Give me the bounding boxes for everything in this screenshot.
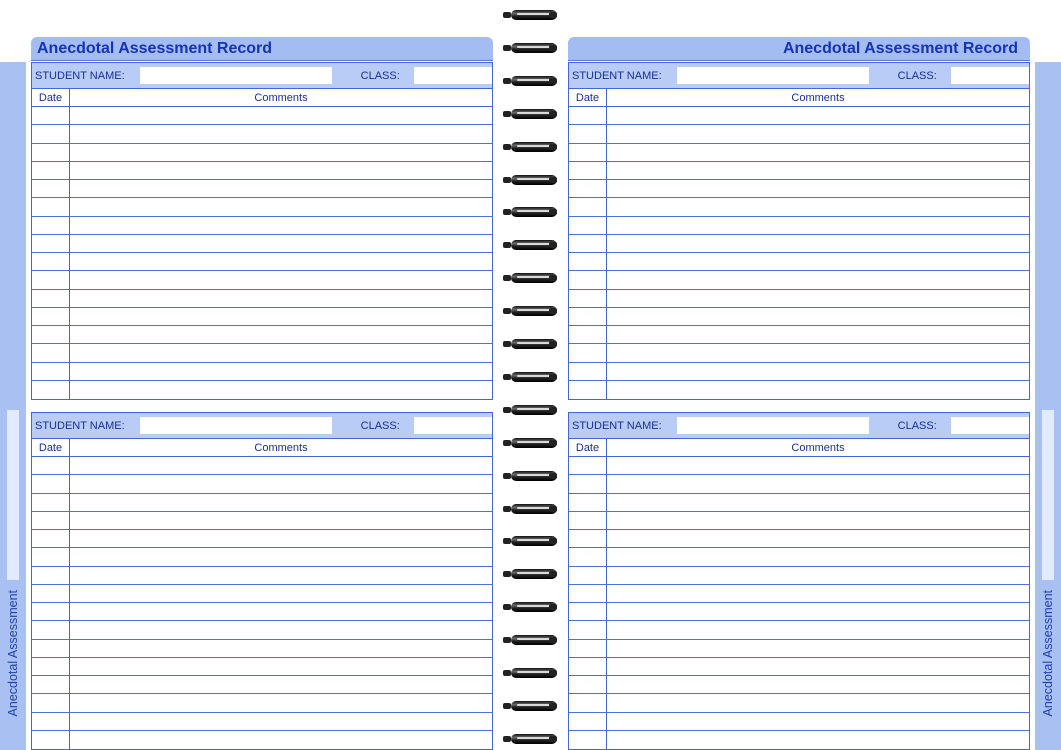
date-cell[interactable]	[569, 180, 607, 197]
comment-cell[interactable]	[607, 567, 1029, 584]
table-row	[569, 603, 1029, 621]
comment-cell[interactable]	[70, 235, 492, 252]
comment-cell[interactable]	[70, 180, 492, 197]
comment-cell[interactable]	[607, 271, 1029, 288]
table-row	[569, 585, 1029, 603]
date-cell[interactable]	[32, 162, 70, 179]
binding-ring	[503, 174, 557, 186]
date-column-header: Date	[569, 439, 607, 456]
date-cell[interactable]	[32, 344, 70, 361]
comment-cell[interactable]	[70, 144, 492, 161]
table-row	[569, 235, 1029, 253]
date-cell[interactable]	[32, 512, 70, 529]
table-row	[32, 107, 492, 125]
class-label: CLASS:	[897, 69, 937, 82]
table-row	[32, 344, 492, 362]
binding-ring	[503, 733, 557, 745]
column-header	[569, 439, 1029, 457]
date-cell[interactable]	[569, 475, 607, 492]
date-cell[interactable]	[32, 253, 70, 270]
side-label-right: Anecdotal Assessment	[1041, 589, 1055, 717]
table-row	[569, 107, 1029, 125]
comment-cell[interactable]	[70, 585, 492, 602]
date-cell[interactable]	[569, 162, 607, 179]
student-name-label: STUDENT NAME:	[572, 69, 662, 82]
table-row	[569, 290, 1029, 308]
table-row	[32, 713, 492, 731]
date-cell[interactable]	[32, 640, 70, 657]
table-row	[32, 144, 492, 162]
date-cell[interactable]	[569, 381, 607, 399]
class-field[interactable]	[414, 67, 492, 84]
date-column-header: Date	[32, 439, 70, 456]
comment-cell[interactable]	[70, 217, 492, 234]
class-field[interactable]	[951, 417, 1029, 434]
side-label-left: Anecdotal Assessment	[6, 589, 20, 717]
table-row	[32, 548, 492, 566]
comment-cell[interactable]	[607, 548, 1029, 565]
comment-cell[interactable]	[70, 567, 492, 584]
comment-cell[interactable]	[70, 713, 492, 730]
table-row	[569, 271, 1029, 289]
page-title-right: Anecdotal Assessment Record	[568, 37, 1030, 61]
table-row	[569, 530, 1029, 548]
comment-cell[interactable]	[70, 381, 492, 399]
date-cell[interactable]	[32, 381, 70, 399]
binding-ring	[503, 404, 557, 416]
student-name-label: STUDENT NAME:	[35, 69, 125, 82]
comment-cell[interactable]	[607, 475, 1029, 492]
table-row	[569, 676, 1029, 694]
comment-cell[interactable]	[70, 603, 492, 620]
record-rows	[32, 457, 492, 749]
comment-cell[interactable]	[70, 548, 492, 565]
section-header	[569, 413, 1029, 439]
class-label: CLASS:	[360, 419, 400, 432]
comment-cell[interactable]	[70, 198, 492, 215]
date-cell[interactable]	[32, 567, 70, 584]
student-name-label: STUDENT NAME:	[572, 419, 662, 432]
spiral-binding	[500, 0, 560, 750]
comment-cell[interactable]	[70, 731, 492, 749]
class-label: CLASS:	[897, 419, 937, 432]
date-cell[interactable]	[569, 530, 607, 547]
date-cell[interactable]	[32, 676, 70, 693]
comment-cell[interactable]	[607, 107, 1029, 124]
table-row	[569, 640, 1029, 658]
date-cell[interactable]	[569, 363, 607, 380]
binding-ring	[503, 305, 557, 317]
table-row	[569, 344, 1029, 362]
table-row	[32, 125, 492, 143]
date-cell[interactable]	[32, 198, 70, 215]
comment-cell[interactable]	[607, 731, 1029, 749]
date-cell[interactable]	[32, 621, 70, 638]
section-header	[32, 413, 492, 439]
binding-ring	[503, 470, 557, 482]
comment-cell[interactable]	[607, 676, 1029, 693]
binding-ring	[503, 239, 557, 251]
table-row	[32, 326, 492, 344]
date-cell[interactable]	[569, 125, 607, 142]
comment-cell[interactable]	[607, 180, 1029, 197]
table-row	[32, 235, 492, 253]
comment-cell[interactable]	[70, 658, 492, 675]
date-cell[interactable]	[569, 694, 607, 711]
comment-cell[interactable]	[607, 457, 1029, 474]
date-cell[interactable]	[32, 494, 70, 511]
class-label: CLASS:	[360, 69, 400, 82]
table-row	[569, 198, 1029, 216]
binding-ring	[503, 700, 557, 712]
comment-cell[interactable]	[70, 308, 492, 325]
table-row	[569, 494, 1029, 512]
comment-cell[interactable]	[607, 621, 1029, 638]
table-row	[32, 585, 492, 603]
comments-column-header: Comments	[254, 441, 308, 454]
date-cell[interactable]	[32, 107, 70, 124]
date-cell[interactable]	[569, 512, 607, 529]
comment-cell[interactable]	[70, 676, 492, 693]
comment-cell[interactable]	[607, 344, 1029, 361]
comments-column-header: Comments	[791, 441, 845, 454]
table-row	[32, 457, 492, 475]
binding-ring	[503, 568, 557, 580]
comment-cell[interactable]	[607, 658, 1029, 675]
date-cell[interactable]	[32, 713, 70, 730]
date-cell[interactable]	[32, 603, 70, 620]
date-cell[interactable]	[569, 713, 607, 730]
comment-cell[interactable]	[607, 198, 1029, 215]
left-side-tab	[0, 62, 26, 750]
record-section-top-left	[31, 62, 493, 400]
comment-cell[interactable]	[607, 363, 1029, 380]
record-rows	[569, 457, 1029, 749]
binding-ring	[503, 206, 557, 218]
binding-ring	[503, 634, 557, 646]
binding-ring	[503, 141, 557, 153]
comments-column-header: Comments	[791, 91, 845, 104]
comment-cell[interactable]	[607, 290, 1029, 307]
date-cell[interactable]	[32, 217, 70, 234]
date-cell[interactable]	[569, 308, 607, 325]
comment-cell[interactable]	[607, 603, 1029, 620]
comment-cell[interactable]	[70, 271, 492, 288]
date-cell[interactable]	[569, 253, 607, 270]
student-name-field[interactable]	[140, 67, 332, 84]
table-row	[32, 731, 492, 749]
date-cell[interactable]	[32, 548, 70, 565]
date-cell[interactable]	[32, 585, 70, 602]
table-row	[569, 144, 1029, 162]
table-row	[32, 381, 492, 399]
binding-ring	[503, 535, 557, 547]
date-cell[interactable]	[569, 585, 607, 602]
comment-cell[interactable]	[70, 326, 492, 343]
table-row	[569, 694, 1029, 712]
side-tab-highlight	[1042, 410, 1054, 580]
comment-cell[interactable]	[70, 363, 492, 380]
section-header	[569, 63, 1029, 89]
comments-column-header: Comments	[254, 91, 308, 104]
date-cell[interactable]	[569, 326, 607, 343]
record-section-top-right	[568, 62, 1030, 400]
table-row	[569, 475, 1029, 493]
table-row	[32, 308, 492, 326]
table-row	[569, 548, 1029, 566]
binding-ring	[503, 667, 557, 679]
side-tab-highlight	[7, 410, 19, 580]
date-cell[interactable]	[32, 363, 70, 380]
date-cell[interactable]	[569, 621, 607, 638]
side-label-wrap	[1037, 578, 1059, 728]
comment-cell[interactable]	[607, 144, 1029, 161]
table-row	[569, 326, 1029, 344]
comment-cell[interactable]	[70, 107, 492, 124]
binding-ring	[503, 272, 557, 284]
comment-cell[interactable]	[607, 253, 1029, 270]
table-row	[569, 125, 1029, 143]
date-cell[interactable]	[32, 235, 70, 252]
binding-ring	[503, 75, 557, 87]
comment-cell[interactable]	[70, 344, 492, 361]
binding-ring	[503, 503, 557, 515]
date-cell[interactable]	[569, 731, 607, 749]
table-row	[32, 494, 492, 512]
table-row	[32, 512, 492, 530]
comment-cell[interactable]	[607, 640, 1029, 657]
comment-cell[interactable]	[607, 162, 1029, 179]
table-row	[32, 290, 492, 308]
binding-ring	[503, 9, 557, 21]
table-row	[32, 676, 492, 694]
student-name-field[interactable]	[140, 417, 332, 434]
comment-cell[interactable]	[70, 457, 492, 474]
side-label-wrap	[2, 578, 24, 728]
date-cell[interactable]	[569, 290, 607, 307]
date-cell[interactable]	[569, 658, 607, 675]
table-row	[32, 530, 492, 548]
table-row	[569, 713, 1029, 731]
date-cell[interactable]	[569, 676, 607, 693]
table-row	[569, 217, 1029, 235]
date-cell[interactable]	[569, 640, 607, 657]
comment-cell[interactable]	[70, 494, 492, 511]
date-cell[interactable]	[569, 344, 607, 361]
table-row	[32, 640, 492, 658]
date-cell[interactable]	[32, 290, 70, 307]
date-cell[interactable]	[569, 548, 607, 565]
record-rows	[569, 107, 1029, 399]
binding-ring	[503, 108, 557, 120]
record-section-bottom-left	[31, 412, 493, 750]
binding-ring	[503, 371, 557, 383]
date-cell[interactable]	[32, 658, 70, 675]
comment-cell[interactable]	[607, 585, 1029, 602]
table-row	[569, 621, 1029, 639]
page-title-left: Anecdotal Assessment Record	[31, 37, 493, 61]
table-row	[32, 363, 492, 381]
table-row	[32, 658, 492, 676]
comment-cell[interactable]	[607, 235, 1029, 252]
date-cell[interactable]	[569, 235, 607, 252]
comment-cell[interactable]	[607, 713, 1029, 730]
date-cell[interactable]	[32, 530, 70, 547]
comment-cell[interactable]	[607, 512, 1029, 529]
table-row	[569, 308, 1029, 326]
column-header	[569, 89, 1029, 107]
date-cell[interactable]	[32, 308, 70, 325]
date-cell[interactable]	[569, 107, 607, 124]
comment-cell[interactable]	[607, 217, 1029, 234]
binding-ring	[503, 601, 557, 613]
table-row	[569, 180, 1029, 198]
date-cell[interactable]	[32, 180, 70, 197]
right-side-tab	[1035, 62, 1061, 750]
comment-cell[interactable]	[70, 290, 492, 307]
table-row	[569, 363, 1029, 381]
comment-cell[interactable]	[70, 621, 492, 638]
student-name-label: STUDENT NAME:	[35, 419, 125, 432]
comment-cell[interactable]	[70, 475, 492, 492]
comment-cell[interactable]	[70, 640, 492, 657]
record-rows	[32, 107, 492, 399]
date-cell[interactable]	[569, 198, 607, 215]
table-row	[32, 621, 492, 639]
table-row	[569, 731, 1029, 749]
date-cell[interactable]	[569, 567, 607, 584]
comment-cell[interactable]	[607, 494, 1029, 511]
comment-cell[interactable]	[70, 253, 492, 270]
record-section-bottom-right	[568, 412, 1030, 750]
comment-cell[interactable]	[607, 326, 1029, 343]
date-cell[interactable]	[32, 694, 70, 711]
date-column-header: Date	[32, 89, 70, 106]
comment-cell[interactable]	[607, 530, 1029, 547]
column-header	[32, 439, 492, 457]
table-row	[32, 694, 492, 712]
table-row	[32, 162, 492, 180]
table-row	[32, 217, 492, 235]
date-cell[interactable]	[569, 217, 607, 234]
comment-cell[interactable]	[70, 162, 492, 179]
column-header	[32, 89, 492, 107]
table-row	[32, 567, 492, 585]
date-cell[interactable]	[32, 731, 70, 749]
table-row	[32, 475, 492, 493]
comment-cell[interactable]	[607, 381, 1029, 399]
comment-cell[interactable]	[607, 694, 1029, 711]
binding-ring	[503, 437, 557, 449]
date-cell[interactable]	[32, 125, 70, 142]
table-row	[32, 271, 492, 289]
date-column-header: Date	[569, 89, 607, 106]
table-row	[569, 381, 1029, 399]
date-cell[interactable]	[32, 271, 70, 288]
date-cell[interactable]	[569, 494, 607, 511]
date-cell[interactable]	[32, 144, 70, 161]
student-name-field[interactable]	[677, 417, 869, 434]
table-row	[32, 253, 492, 271]
comment-cell[interactable]	[70, 694, 492, 711]
date-cell[interactable]	[32, 475, 70, 492]
date-cell[interactable]	[569, 271, 607, 288]
table-row	[569, 567, 1029, 585]
comment-cell[interactable]	[70, 125, 492, 142]
table-row	[569, 162, 1029, 180]
section-header	[32, 63, 492, 89]
binding-ring	[503, 338, 557, 350]
comment-cell[interactable]	[607, 308, 1029, 325]
student-name-field[interactable]	[677, 67, 869, 84]
table-row	[569, 512, 1029, 530]
class-field[interactable]	[951, 67, 1029, 84]
date-cell[interactable]	[569, 144, 607, 161]
comment-cell[interactable]	[607, 125, 1029, 142]
date-cell[interactable]	[32, 326, 70, 343]
class-field[interactable]	[414, 417, 492, 434]
binding-ring	[503, 42, 557, 54]
table-row	[569, 457, 1029, 475]
date-cell[interactable]	[569, 457, 607, 474]
date-cell[interactable]	[32, 457, 70, 474]
comment-cell[interactable]	[70, 530, 492, 547]
table-row	[569, 658, 1029, 676]
date-cell[interactable]	[569, 603, 607, 620]
table-row	[32, 198, 492, 216]
table-row	[32, 180, 492, 198]
table-row	[569, 253, 1029, 271]
table-row	[32, 603, 492, 621]
comment-cell[interactable]	[70, 512, 492, 529]
